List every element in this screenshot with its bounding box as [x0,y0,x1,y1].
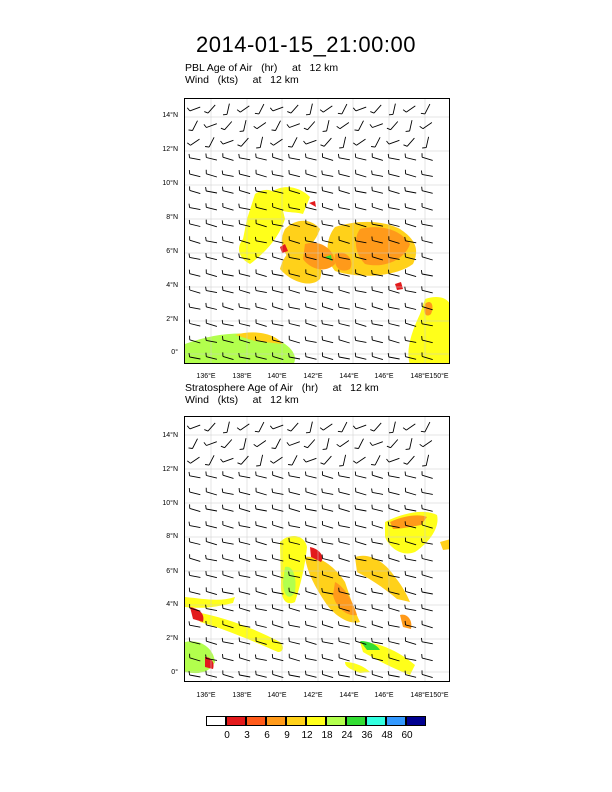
colorbar-tick-label: 3 [244,730,250,741]
pbl-lon-label: 138°E [232,373,252,380]
pbl-lat-label: 12°N [162,146,178,153]
pbl-map-canvas [185,99,450,364]
colorbar-swatch [246,716,266,726]
colorbar [206,716,426,726]
strat-lon-label: 138°E [232,692,252,699]
strat-lat-label: 4°N [166,601,178,608]
panel1-wind-label: Wind (kts) at 12 km [185,74,299,86]
strat-lon-label: 140°E [267,692,287,699]
colorbar-tick-label: 18 [321,730,333,741]
panel1-field-label: PBL Age of Air (hr) at 12 km [185,62,339,74]
panel2-field-label: Stratosphere Age of Air (hr) at 12 km [185,382,379,394]
map-title: 2014-01-15_21:00:00 [196,32,416,57]
pbl-lat-label: 2°N [166,316,178,323]
pbl-lat-label: 10°N [162,180,178,187]
pbl-lat-label: 14°N [162,112,178,119]
strat-lat-label: 6°N [166,568,178,575]
colorbar-swatch [406,716,426,726]
pbl-lat-label: 0° [171,349,178,356]
colorbar-swatch [306,716,326,726]
colorbar-tick-label: 48 [381,730,393,741]
strat-lon-label: 144°E [339,692,359,699]
colorbar-tick-label: 60 [401,730,413,741]
pbl-lon-label: 136°E [196,373,216,380]
strat-lat-label: 2°N [166,635,178,642]
strat-lon-label: 136°E [196,692,216,699]
colorbar-swatch [346,716,366,726]
stratosphere-age-of-air-field [185,512,450,675]
stratosphere-map-canvas [185,417,450,682]
pbl-lat-label: 4°N [166,282,178,289]
stratosphere-map-panel [184,416,450,682]
pbl-lat-label: 6°N [166,248,178,255]
strat-lat-label: 14°N [162,432,178,439]
colorbar-swatch [266,716,286,726]
strat-lon-label: 148°E [410,692,430,699]
pbl-lon-label: 150°E [429,373,449,380]
colorbar-tick-label: 9 [284,730,290,741]
strat-lat-label: 8°N [166,533,178,540]
colorbar-swatch [226,716,246,726]
pbl-lon-label: 146°E [374,373,394,380]
strat-lon-label: 150°E [429,692,449,699]
colorbar-tick-label: 36 [361,730,373,741]
colorbar-swatch [206,716,226,726]
strat-lat-label: 12°N [162,466,178,473]
colorbar-swatch [366,716,386,726]
pbl-map-panel [184,98,450,364]
strat-lon-label: 142°E [303,692,323,699]
pbl-lon-label: 144°E [339,373,359,380]
pbl-lat-label: 8°N [166,214,178,221]
colorbar-tick-label: 0 [224,730,230,741]
pbl-age-of-air-field [185,187,450,364]
pbl-lon-label: 142°E [303,373,323,380]
colorbar-tick-label: 24 [341,730,353,741]
colorbar-swatch [286,716,306,726]
colorbar-swatch [326,716,346,726]
panel2-wind-label: Wind (kts) at 12 km [185,394,299,406]
pbl-lon-label: 148°E [410,373,430,380]
colorbar-tick-label: 12 [301,730,313,741]
pbl-lon-label: 140°E [267,373,287,380]
strat-lat-label: 10°N [162,500,178,507]
strat-lon-label: 146°E [374,692,394,699]
colorbar-tick-label: 6 [264,730,270,741]
colorbar-swatch [386,716,406,726]
strat-lat-label: 0° [171,669,178,676]
